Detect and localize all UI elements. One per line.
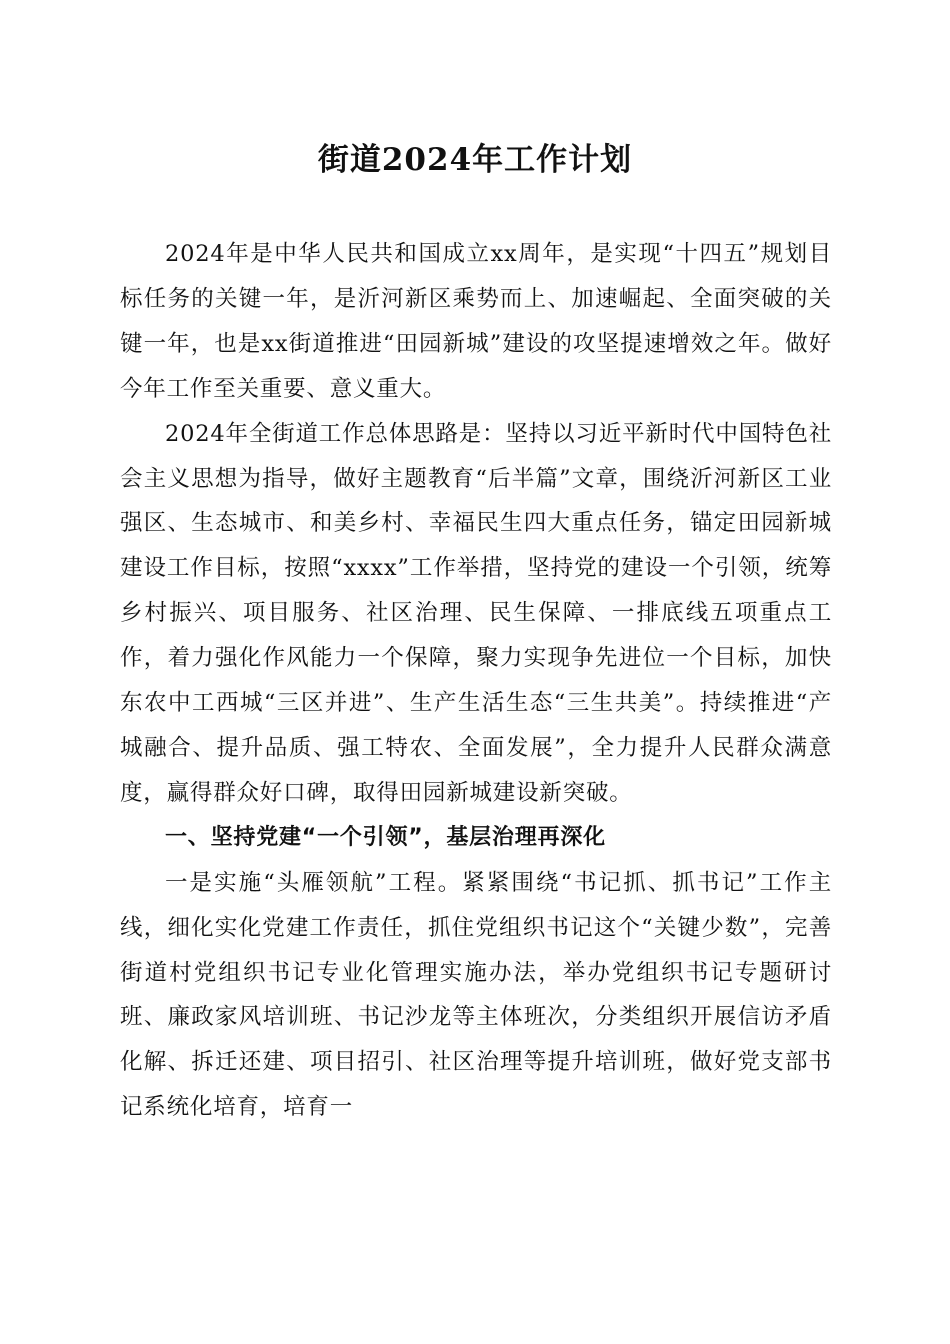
document-title: 街道2024年工作计划 <box>317 142 633 178</box>
overall-approach-paragraph: 2024年全街道工作总体思路是：坚持以习近平新时代中国特色社会主义思想为指导，做好主题教育“后半篇”文章，围绕沂河新区工业强区、生态城市、和美乡村、幸福民生四大重点任务，锚定田园新城建设工作目标，按照“xxxx”工作举措，坚持党的建设一个引领，统筹乡村振兴、项目服务、社区治理、民生保障、一排底线五项重点工作，着力强化作风能力一个保障，聚力实现争先进位一个目标，加快东农中工西城“三区并进”、生产生活生态“三生共美”。持续推进“产城融合、提升品质、强工特农、全面发展”，全力提升人民群众满意度，赢得群众好口碑，取得田园新城建设新突破。 <box>120 420 832 806</box>
section-paragraph: 一是实施“头雁领航”工程。紧紧围绕“书记抓、抓书记”工作主线，细化实化党建工作责任，抓住党组织书记这个“关键少数”，完善街道村党组织书记专业化管理实施办法，举办党组织书记专题研讨班、廉政家风培训班、书记沙龙等主体班次，分类组织开展信访矛盾化解、拆迁还建、项目招引、社区治理等提升培训班，做好党支部书记系统化培育，培育一 <box>120 869 832 1121</box>
section-heading: 一、坚持党建“一个引领”，基层治理再深化 <box>165 824 606 850</box>
intro-paragraph: 2024年是中华人民共和国成立xx周年，是实现“十四五”规划目标任务的关键一年，是沂河新区乘势而上、加速崛起、全面突破的关键一年，也是xx街道推进“田园新城”建设的攻坚提速增效之年。做好今年工作至关重要、意义重大。 <box>120 241 832 402</box>
document-body <box>120 232 832 1130</box>
